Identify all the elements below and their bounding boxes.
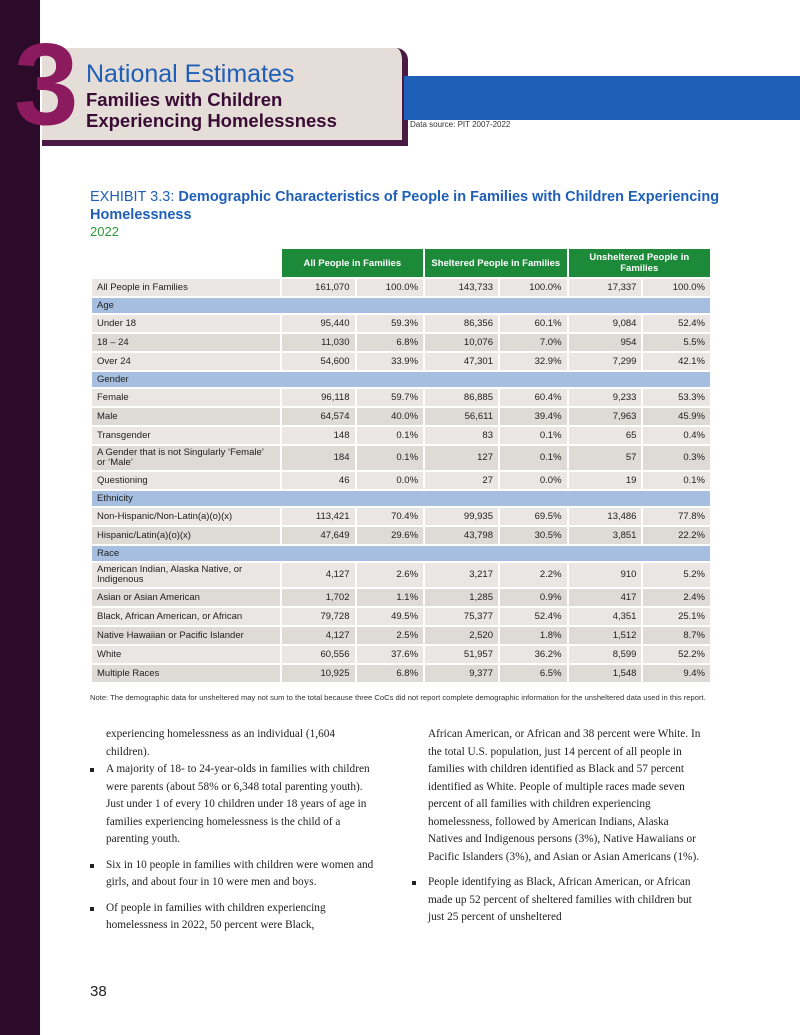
section-label: Gender [91, 371, 710, 388]
percent-cell: 5.2% [642, 562, 710, 588]
percent-cell: 69.5% [499, 507, 568, 526]
count-cell: 96,118 [281, 388, 356, 407]
percent-cell: 45.9% [642, 407, 710, 426]
row-label: Hispanic/Latin(a)(o)(x) [91, 526, 281, 545]
table-row [91, 426, 710, 445]
count-cell: 54,600 [281, 352, 356, 371]
list-item: Six in 10 people in families with children were women and girls, and about four in 10 were men and boys. [90, 857, 380, 892]
count-cell: 127 [424, 445, 499, 471]
percent-cell: 6.8% [356, 333, 425, 352]
percent-cell: 77.8% [642, 507, 710, 526]
percent-cell: 59.3% [356, 314, 425, 333]
percent-cell: 52.4% [642, 314, 710, 333]
row-label: Multiple Races [91, 664, 281, 682]
list-item: Of people in families with children experiencing homelessness in 2022, 50 percent were Black, [90, 900, 380, 935]
count-cell: 75,377 [424, 607, 499, 626]
column-header: Sheltered People in Families [424, 249, 567, 278]
percent-cell: 37.6% [356, 645, 425, 664]
count-cell: 19 [568, 471, 643, 490]
count-cell: 417 [568, 588, 643, 607]
percent-cell: 42.1% [642, 352, 710, 371]
table-row [91, 407, 710, 426]
exhibit-year: 2022 [90, 224, 119, 239]
percent-cell: 100.0% [642, 278, 710, 297]
count-cell: 9,233 [568, 388, 643, 407]
percent-cell: 100.0% [499, 278, 568, 297]
section-label: Age [91, 297, 710, 314]
count-cell: 86,885 [424, 388, 499, 407]
count-cell: 9,084 [568, 314, 643, 333]
count-cell: 148 [281, 426, 356, 445]
row-label: Under 18 [91, 314, 281, 333]
percent-cell: 49.5% [356, 607, 425, 626]
chapter-subtitle: Families with Children [86, 89, 283, 110]
percent-cell: 0.1% [356, 445, 425, 471]
table-note: Note: The demographic data for unsheltered may not sum to the total because three CoCs did not report complete demographic information for the unsheltered data used in this report. [90, 693, 706, 702]
table-row [91, 507, 710, 526]
header-blank [91, 249, 281, 278]
table-row [91, 352, 710, 371]
count-cell: 60,556 [281, 645, 356, 664]
percent-cell: 0.1% [356, 426, 425, 445]
count-cell: 184 [281, 445, 356, 471]
percent-cell: 60.1% [499, 314, 568, 333]
count-cell: 3,851 [568, 526, 643, 545]
count-cell: 56,611 [424, 407, 499, 426]
section-row [91, 490, 710, 507]
section-label: Race [91, 545, 710, 562]
count-cell: 143,733 [424, 278, 499, 297]
count-cell: 47,649 [281, 526, 356, 545]
row-label: Over 24 [91, 352, 281, 371]
count-cell: 17,337 [568, 278, 643, 297]
table-row [91, 588, 710, 607]
percent-cell: 33.9% [356, 352, 425, 371]
list-item: A majority of 18- to 24-year-olds in families with children were parents (about 58% or 6,348 total parenting youth). Just under 1 of every 10 children under 18 years of age in families experiencing homelessness is the child of a parenting youth. [90, 761, 380, 849]
count-cell: 83 [424, 426, 499, 445]
page-number: 38 [90, 983, 107, 1000]
count-cell: 13,486 [568, 507, 643, 526]
percent-cell: 1.8% [499, 626, 568, 645]
percent-cell: 2.6% [356, 562, 425, 588]
percent-cell: 25.1% [642, 607, 710, 626]
row-label: Asian or Asian American [91, 588, 281, 607]
paragraph: experiencing homelessness as an individual (1,604 children). [106, 728, 336, 758]
table-row [91, 526, 710, 545]
count-cell: 1,512 [568, 626, 643, 645]
table-row [91, 333, 710, 352]
table-row [91, 562, 710, 588]
table-row [91, 626, 710, 645]
column-header: Unsheltered People in Families [568, 249, 710, 278]
count-cell: 43,798 [424, 526, 499, 545]
table-row [91, 445, 710, 471]
percent-cell: 22.2% [642, 526, 710, 545]
percent-cell: 6.5% [499, 664, 568, 682]
count-cell: 8,599 [568, 645, 643, 664]
row-label: A Gender that is not Singularly ‘Female’ or ‘Male’ [91, 445, 281, 471]
exhibit-label: EXHIBIT 3.3: [90, 189, 179, 205]
percent-cell: 2.5% [356, 626, 425, 645]
percent-cell: 70.4% [356, 507, 425, 526]
body-column-left [90, 726, 380, 943]
exhibit-heading [90, 188, 730, 240]
bullet-list [412, 874, 702, 927]
row-label: Black, African American, or African [91, 607, 281, 626]
percent-cell: 30.5% [499, 526, 568, 545]
count-cell: 46 [281, 471, 356, 490]
table-row [91, 645, 710, 664]
row-label: All People in Families [91, 278, 281, 297]
count-cell: 113,421 [281, 507, 356, 526]
count-cell: 10,076 [424, 333, 499, 352]
section-row [91, 545, 710, 562]
chapter-subtitle: Experiencing Homelessness [86, 110, 337, 131]
exhibit-title [90, 188, 730, 224]
count-cell: 4,127 [281, 626, 356, 645]
count-cell: 64,574 [281, 407, 356, 426]
percent-cell: 40.0% [356, 407, 425, 426]
count-cell: 47,301 [424, 352, 499, 371]
row-label: Transgender [91, 426, 281, 445]
percent-cell: 2.2% [499, 562, 568, 588]
count-cell: 86,356 [424, 314, 499, 333]
percent-cell: 9.4% [642, 664, 710, 682]
percent-cell: 0.4% [642, 426, 710, 445]
percent-cell: 52.4% [499, 607, 568, 626]
percent-cell: 0.1% [642, 471, 710, 490]
percent-cell: 5.5% [642, 333, 710, 352]
count-cell: 11,030 [281, 333, 356, 352]
chapter-title: National Estimates [86, 60, 295, 88]
percent-cell: 53.3% [642, 388, 710, 407]
row-label: American Indian, Alaska Native, or Indigenous [91, 562, 281, 588]
percent-cell: 32.9% [499, 352, 568, 371]
percent-cell: 7.0% [499, 333, 568, 352]
percent-cell: 36.2% [499, 645, 568, 664]
count-cell: 4,351 [568, 607, 643, 626]
header-band [404, 76, 800, 120]
percent-cell: 1.1% [356, 588, 425, 607]
row-label: White [91, 645, 281, 664]
count-cell: 1,285 [424, 588, 499, 607]
row-label: Native Hawaiian or Pacific Islander [91, 626, 281, 645]
chapter-number: 3 [14, 19, 79, 149]
count-cell: 7,299 [568, 352, 643, 371]
count-cell: 79,728 [281, 607, 356, 626]
count-cell: 1,702 [281, 588, 356, 607]
count-cell: 99,935 [424, 507, 499, 526]
percent-cell: 0.1% [499, 445, 568, 471]
row-label: Male [91, 407, 281, 426]
row-label: Questioning [91, 471, 281, 490]
table-row [91, 607, 710, 626]
row-label: Female [91, 388, 281, 407]
count-cell: 161,070 [281, 278, 356, 297]
count-cell: 4,127 [281, 562, 356, 588]
table-header-row [91, 249, 710, 278]
table-row [91, 664, 710, 682]
table-row [91, 388, 710, 407]
table-row [91, 471, 710, 490]
percent-cell: 60.4% [499, 388, 568, 407]
column-header: All People in Families [281, 249, 424, 278]
count-cell: 954 [568, 333, 643, 352]
table-row [91, 278, 710, 297]
table-row [91, 314, 710, 333]
count-cell: 51,957 [424, 645, 499, 664]
count-cell: 1,548 [568, 664, 643, 682]
body-column-right [412, 726, 702, 935]
percent-cell: 52.2% [642, 645, 710, 664]
demographics-table [90, 249, 710, 682]
count-cell: 57 [568, 445, 643, 471]
percent-cell: 0.0% [499, 471, 568, 490]
list-item: People identifying as Black, African American, or African made up 52 percent of sheltered families with children but just 25 percent of unsheltered [412, 874, 702, 927]
count-cell: 7,963 [568, 407, 643, 426]
section-label: Ethnicity [91, 490, 710, 507]
count-cell: 65 [568, 426, 643, 445]
percent-cell: 0.3% [642, 445, 710, 471]
percent-cell: 6.8% [356, 664, 425, 682]
data-source: Data source: PIT 2007-2022 [410, 120, 511, 129]
percent-cell: 39.4% [499, 407, 568, 426]
section-row [91, 297, 710, 314]
count-cell: 3,217 [424, 562, 499, 588]
exhibit-main-title: Demographic Characteristics of People in Families with Children Experiencing Homelessness [90, 189, 720, 223]
count-cell: 9,377 [424, 664, 499, 682]
section-row [91, 371, 710, 388]
count-cell: 95,440 [281, 314, 356, 333]
percent-cell: 100.0% [356, 278, 425, 297]
percent-cell: 0.1% [499, 426, 568, 445]
side-bar [0, 0, 40, 1035]
row-label: Non-Hispanic/Non-Latin(a)(o)(x) [91, 507, 281, 526]
percent-cell: 0.9% [499, 588, 568, 607]
paragraph: African American, or African and 38 percent were White. In the total U.S. population, just 14 percent of all people in families with children identified as Black and 57 percent identified as White. People of multiple races made seven percent of all families with children experiencing homelessness, followed by American Indians, Alaska Natives and Indigenous persons (3%), Native Hawaiians or Pacific Islanders (3%), and Asian or Asian Americans (1%). [428, 728, 701, 863]
percent-cell: 8.7% [642, 626, 710, 645]
percent-cell: 2.4% [642, 588, 710, 607]
count-cell: 10,925 [281, 664, 356, 682]
count-cell: 2,520 [424, 626, 499, 645]
percent-cell: 29.6% [356, 526, 425, 545]
count-cell: 27 [424, 471, 499, 490]
percent-cell: 0.0% [356, 471, 425, 490]
count-cell: 910 [568, 562, 643, 588]
row-label: 18 – 24 [91, 333, 281, 352]
percent-cell: 59.7% [356, 388, 425, 407]
bullet-list [90, 761, 380, 935]
